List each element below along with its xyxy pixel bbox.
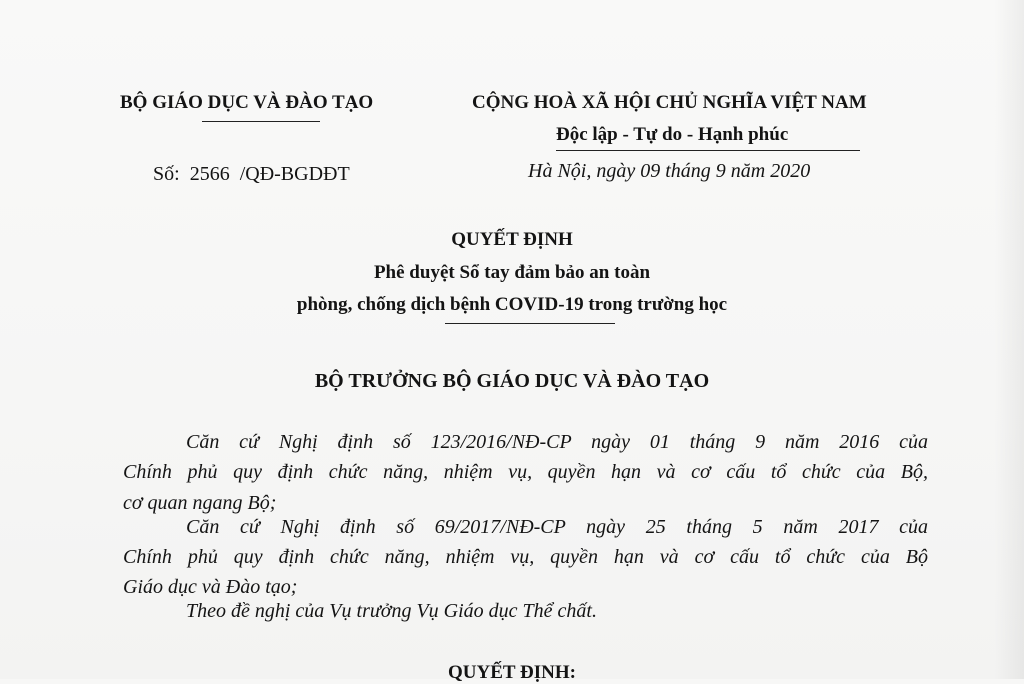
decision-subtitle-line2: phòng, chống dịch bệnh COVID-19 trong trường học [296,294,728,315]
subtitle-underline [445,323,615,324]
body-line-3: cơ quan ngang Bộ; [123,492,277,514]
motto-underline [556,150,860,151]
ministry-underline [202,121,320,122]
body-line-6: Giáo dục và Đào tạo; [123,576,298,598]
document-number [153,163,350,186]
document-number-suffix: /QĐ-BGDĐT [239,163,350,185]
national-motto: Độc lập - Tự do - Hạnh phúc [556,124,789,145]
decision-title: QUYẾT ĐỊNH [451,229,573,250]
body-line-1: Căn cứ Nghị định số 123/2016/NĐ-CP ngày 01 tháng 9 năm 2016 của [186,431,928,453]
decision-subtitle-line1: Phê duyệt Sổ tay đảm bảo an toàn [373,262,651,283]
issuing-authority: BỘ TRƯỞNG BỘ GIÁO DỤC VÀ ĐÀO TẠO [314,370,710,392]
body-line-2: Chính phủ quy định chức năng, nhiệm vụ, quyền hạn và cơ cấu tổ chức của Bộ, [123,461,928,483]
body-line-5: Chính phủ quy định chức năng, nhiệm vụ, quyền hạn và cơ cấu tổ chức của Bộ [123,546,928,568]
document-number-label: Số: [153,163,180,185]
body-line-4: Căn cứ Nghị định số 69/2017/NĐ-CP ngày 25 tháng 5 năm 2017 của [186,516,928,538]
decision-section-heading: QUYẾT ĐỊNH: [448,662,576,683]
place-and-date: Hà Nội, ngày 09 tháng 9 năm 2020 [528,160,811,182]
document-number-value: 2566 [189,163,230,185]
republic-name: CỘNG HOÀ XÃ HỘI CHỦ NGHĨA VIỆT NAM [472,92,867,113]
body-line-7: Theo đề nghị của Vụ trưởng Vụ Giáo dục Thể chất. [186,600,597,622]
issuing-ministry: BỘ GIÁO DỤC VÀ ĐÀO TẠO [120,92,374,113]
